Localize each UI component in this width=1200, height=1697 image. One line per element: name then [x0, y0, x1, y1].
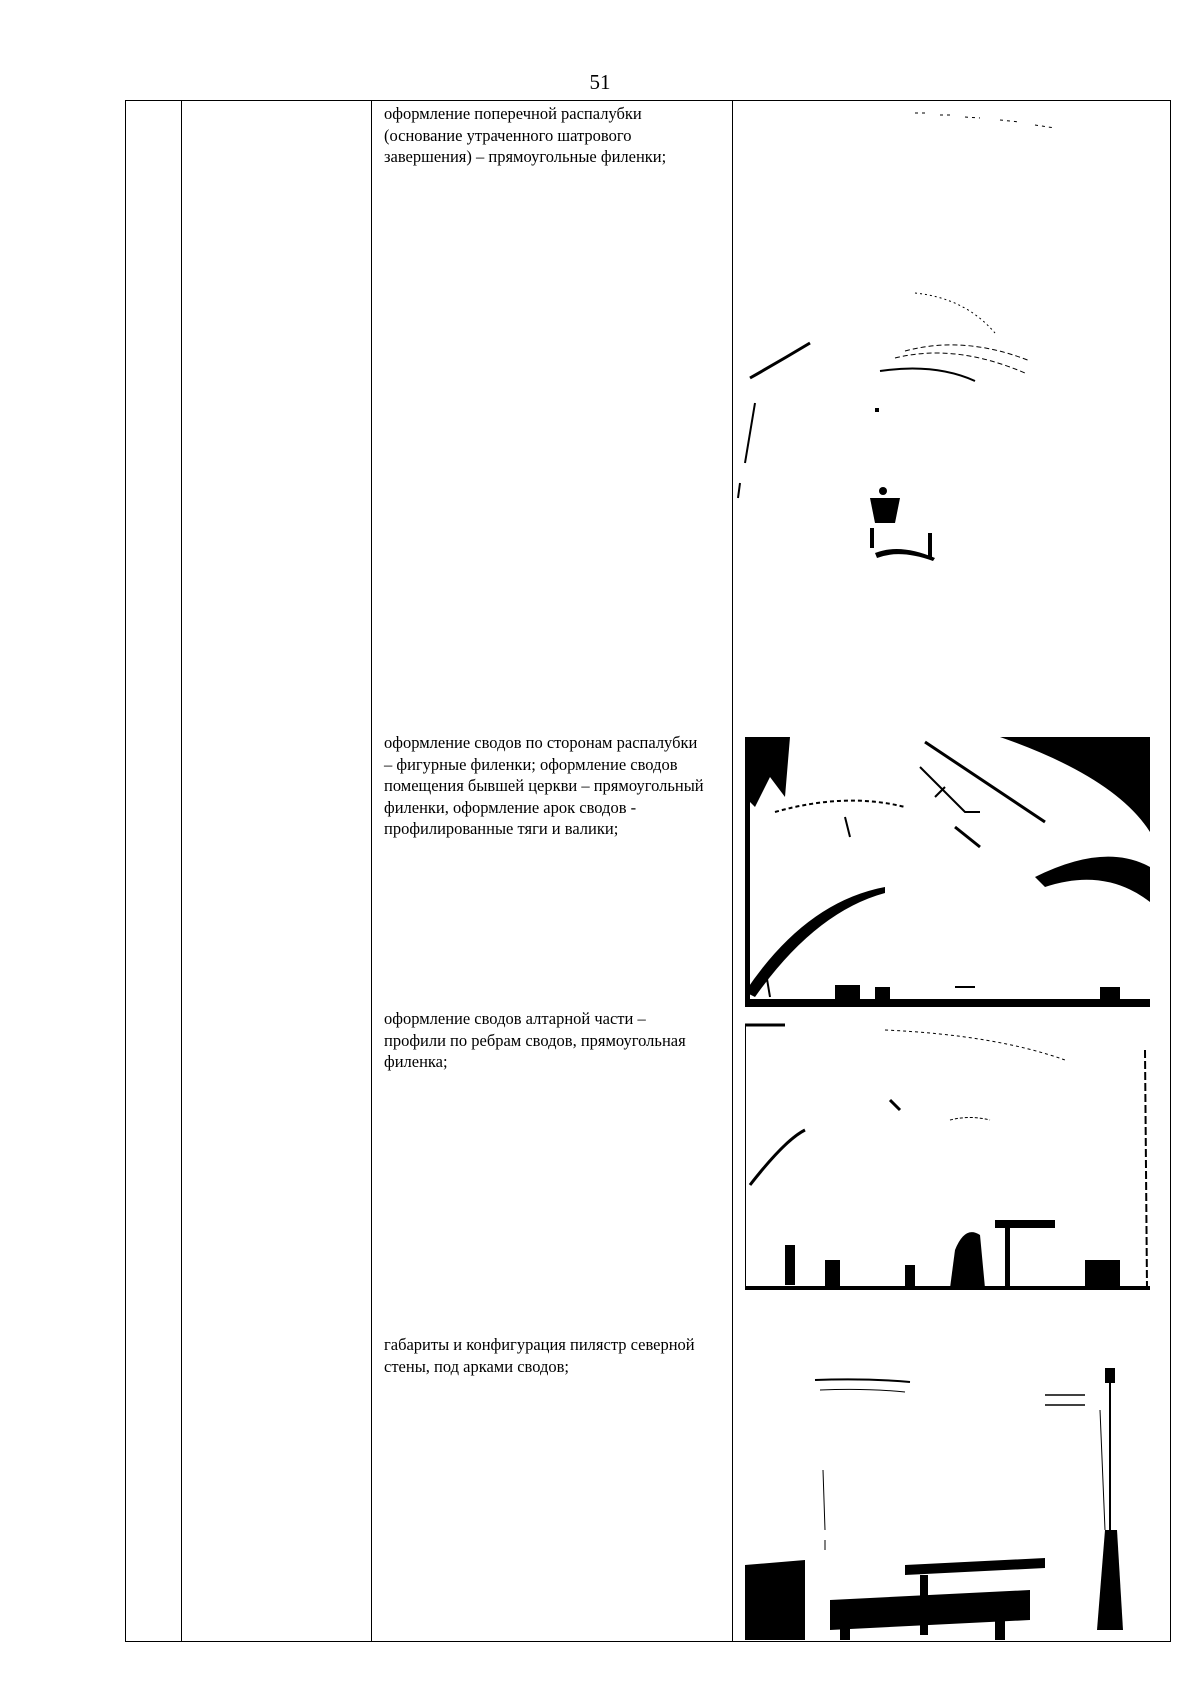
column-divider: [181, 101, 182, 1641]
description-cell: оформление сводов по сторонам распалубки – фигурные филенки; оформление сводов помещения бывшей церкви – прямоугольный филенки, оформление арок сводов - профилированные тяги и валики;: [384, 733, 704, 838]
church-wall-photo-4: [745, 1350, 1150, 1640]
column-divider: [732, 101, 733, 1641]
church-vault-photo-2: [745, 737, 1150, 1007]
column-divider: [371, 101, 372, 1641]
description-cell: габариты и конфигурация пилястр северной стены, под арками сводов;: [384, 1335, 695, 1376]
page-number: 51: [589, 70, 611, 94]
description-cell: оформление поперечной распалубки (основание утраченного шатрового завершения) – прямоугольные филенки;: [384, 104, 667, 166]
church-vault-photo-3: [745, 1020, 1150, 1290]
church-vault-photo-1: [735, 103, 1155, 673]
description-cell: оформление сводов алтарной части – профили по ребрам сводов, прямоугольная филенка;: [384, 1009, 686, 1071]
